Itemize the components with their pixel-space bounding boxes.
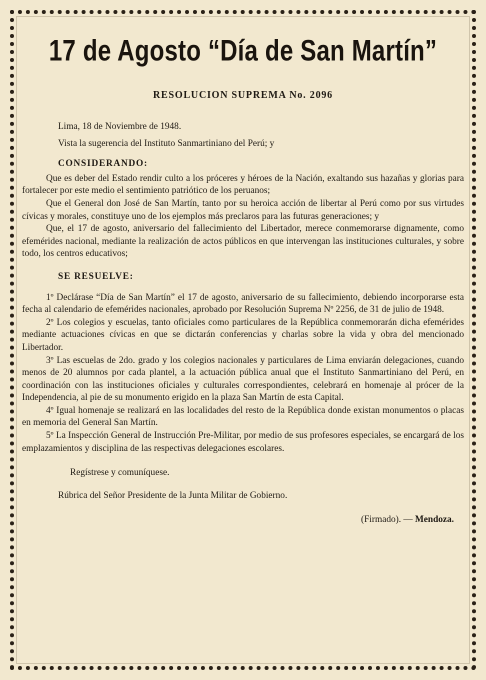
firmado-label: (Firmado). —: [361, 515, 413, 526]
article-paragraph: 4º Igual homenaje se realizará en las localidades del resto de la República donde existan monumentos o placas en memoria del General San Martín.: [22, 405, 464, 429]
considerando-heading: CONSIDERANDO:: [58, 159, 148, 170]
date-line: Lima, 18 de Noviembre de 1948.: [58, 122, 182, 132]
considerando-paragraph: Que es deber del Estado rendir culto a los próceres y héroes de la Nación, exaltando sus hazañas y glorias para fortalecer por este medio el sentimiento patriótico de los peruanos;: [22, 173, 464, 197]
considerando-paragraph: Que, el 17 de agosto, aniversario del fallecimiento del Libertador, merece conmemorarse dignamente, como efemérides nacional, mediante la realización de actos públicos en que intervengan las instituciones culturales, y sobre todo, los centros educativos;: [22, 224, 464, 260]
document-content: [22, 26, 464, 660]
article-paragraph: 5º La Inspección General de Instrucción Pre-Militar, por medio de sus profesores especiales, se encargará de los emplazamientos y disciplina de las respectivas delegaciones escolares.: [22, 431, 464, 454]
signature-line: [22, 514, 464, 527]
article-paragraph: 2º Los colegios y escuelas, tanto oficiales como particulares de la República conmemorarán dicha efemérides mediante actuaciones cívicas en que se dictarán conferencias y charlas sobre la vida y obra del mencionado Libertador.: [22, 317, 464, 353]
rubrica-line: Rúbrica del Señor Presidente de la Junta Militar de Gobierno.: [58, 490, 288, 501]
article-paragraph: 3º Las escuelas de 2do. grado y los colegios nacionales y particulares de Lima enviarán delegaciones, cuando menos de 20 alumnos por cada plantel, a la actuación pública anual que el Instituto Sanmartiniano del Perú, en coordinación con las instituciones oficiales y culturales correspondientes, celebrará en homenaje al prócer de la Independencia, al pie de su monumento erigido en la plaza San Martín de esta Capital.: [22, 355, 464, 404]
closing-line: Regístrese y comuníquese.: [70, 468, 170, 479]
resuelve-heading: SE RESUELVE:: [58, 271, 134, 282]
considerando-paragraph: Que el General don José de San Martín, tanto por su heroica acción de libertar al Perú como por sus virtudes cívicas y morales, constituye uno de los ejemplos más preclaros para las futuras generaciones; y: [22, 198, 464, 222]
vista-line: Vista la sugerencia del Instituto Sanmartiniano del Perú; y: [58, 138, 275, 149]
signer-name: Mendoza.: [415, 515, 454, 526]
resolution-number: RESOLUCION SUPREMA No. 2096: [153, 90, 333, 101]
document-title: 17 de Agosto “Día de San Martín”: [48, 34, 438, 68]
article-paragraph: 1º Declárase “Día de San Martín” el 17 de agosto, aniversario de su fallecimiento, debiendo incorporarse esta fecha al calendario de efemérides nacionales, aprobado por Resolución Suprema Nº 2256, de 31 de julio de 1948.: [22, 292, 464, 316]
